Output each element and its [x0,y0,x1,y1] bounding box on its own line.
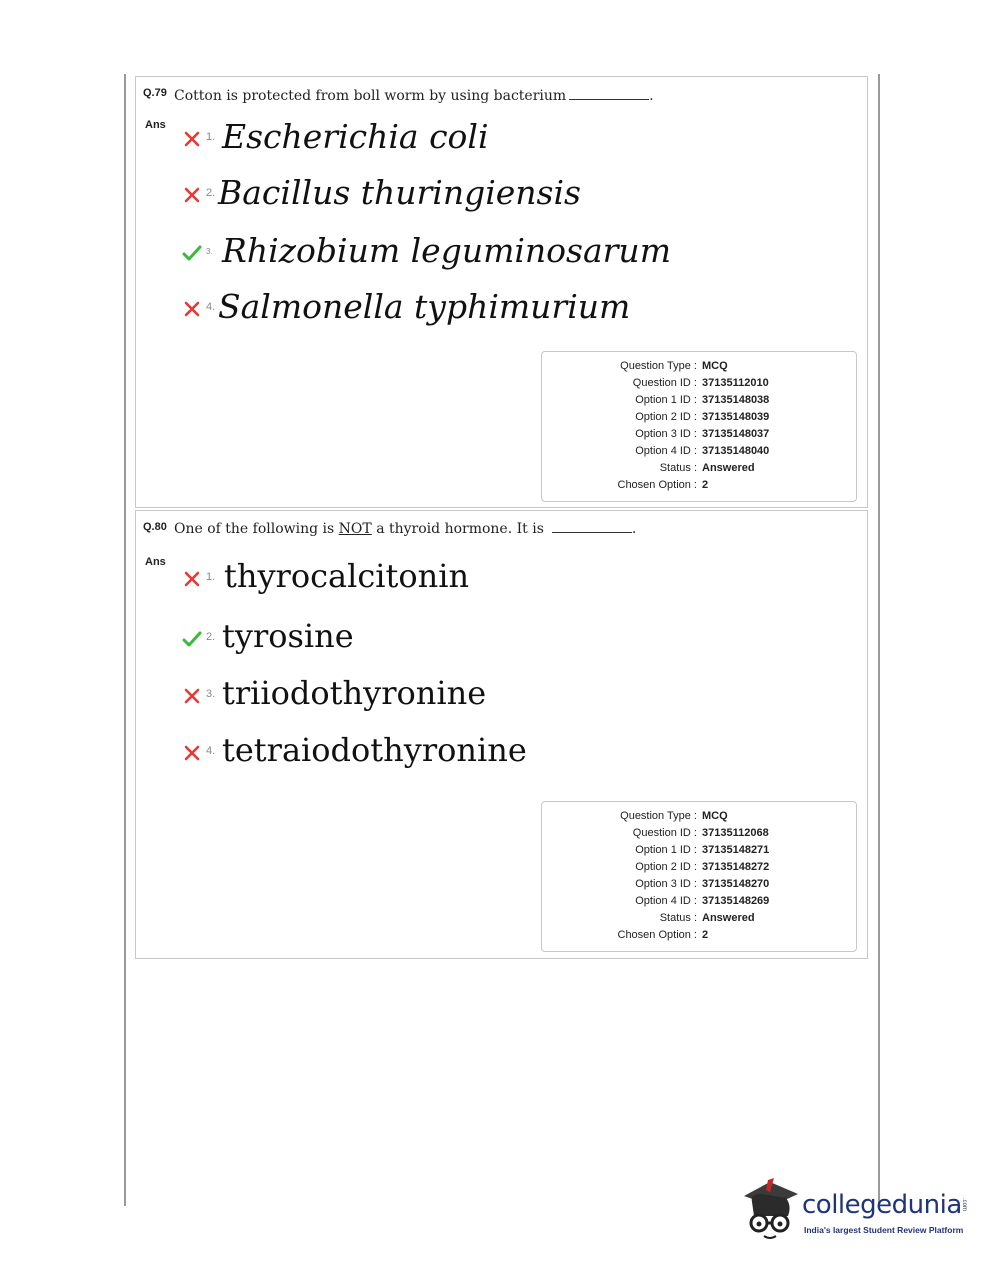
question-text-end: . [649,88,654,104]
option-number: 2. [206,631,216,643]
meta-key: Option 3 ID : [635,878,697,890]
cross-icon [182,185,202,205]
meta-value: 37135148269 [702,895,770,907]
option-number: 4. [206,745,216,757]
ans-label: Ans [145,119,166,131]
option-number: 3. [206,688,216,700]
meta-value: 37135148271 [702,844,770,856]
option-text: thyrocalcitonin [224,557,470,595]
logo-wordmark: collegedunia [802,1190,962,1220]
question-panel-79 [135,76,868,508]
question-text [174,521,636,537]
question-number: Q.79 [143,87,167,99]
meta-value: 37135148272 [702,861,770,873]
option-number: 4. [206,301,216,313]
cross-icon [182,569,202,589]
option-number: 1. [206,571,216,583]
option-text: tyrosine [222,617,354,655]
meta-key: Question ID : [632,827,697,839]
cross-icon [182,686,202,706]
meta-key: Status : [659,912,697,924]
option-text: Rhizobium leguminosarum [222,231,671,270]
meta-value: 37135148040 [702,445,770,457]
meta-key: Option 4 ID : [635,895,697,907]
option-text: tetraiodothyronine [222,731,527,769]
question-panel-80 [135,510,868,959]
meta-key: Question Type : [620,360,697,372]
question-text-rest: a thyroid hormone. It is [376,521,544,537]
question-text [174,88,654,104]
question-text-main: One of the following is [174,521,335,537]
meta-value: 37135148270 [702,878,770,890]
meta-value: 37135148037 [702,428,770,440]
option-number: 1. [206,131,216,143]
answer-blank [552,532,632,533]
meta-key: Option 1 ID : [635,394,697,406]
option-text: Bacillus thuringiensis [218,173,581,212]
cross-icon [182,299,202,319]
right-margin-line [878,74,880,1206]
meta-key: Option 1 ID : [635,844,697,856]
meta-key: Option 2 ID : [635,861,697,873]
question-meta-box [541,351,857,502]
option-text: triiodothyronine [222,674,487,712]
meta-key: Option 3 ID : [635,428,697,440]
cross-icon [182,129,202,149]
meta-value: 37135148039 [702,411,770,423]
question-number: Q.80 [143,521,167,533]
meta-value: 2 [702,929,709,941]
meta-value: MCQ [702,810,728,822]
meta-value: 37135112010 [702,377,769,389]
meta-key: Question ID : [632,377,697,389]
option-text: Escherichia coli [222,117,489,156]
logo-suffix: .com [961,1198,967,1212]
option-number: 3. [206,247,213,256]
question-text-end: . [631,521,637,537]
question-meta-box [541,801,857,952]
logo-tagline: India's largest Student Review Platform [804,1225,964,1235]
collegedunia-logo [740,1176,980,1246]
meta-value: 37135112068 [702,827,769,839]
checkmark-icon [182,243,202,263]
meta-value: Answered [702,462,755,474]
left-margin-line [124,74,126,1206]
option-number: 2. [206,187,216,199]
meta-key: Option 2 ID : [635,411,697,423]
meta-value: 2 [702,479,709,491]
mascot-icon [740,1176,802,1246]
question-text-emphasis: NOT [338,521,372,537]
meta-key: Status : [659,462,697,474]
meta-value: 37135148038 [702,394,770,406]
meta-key: Option 4 ID : [635,445,697,457]
cross-icon [182,743,202,763]
ans-label: Ans [145,556,166,568]
meta-value: Answered [702,912,755,924]
question-text-main: Cotton is protected from boll worm by using bacterium [174,88,567,104]
answer-blank [569,99,649,100]
option-text: Salmonella typhimurium [218,287,631,326]
checkmark-icon [182,629,202,649]
meta-key: Question Type : [620,810,697,822]
meta-value: MCQ [702,360,728,372]
meta-key: Chosen Option : [617,929,697,941]
meta-key: Chosen Option : [617,479,697,491]
